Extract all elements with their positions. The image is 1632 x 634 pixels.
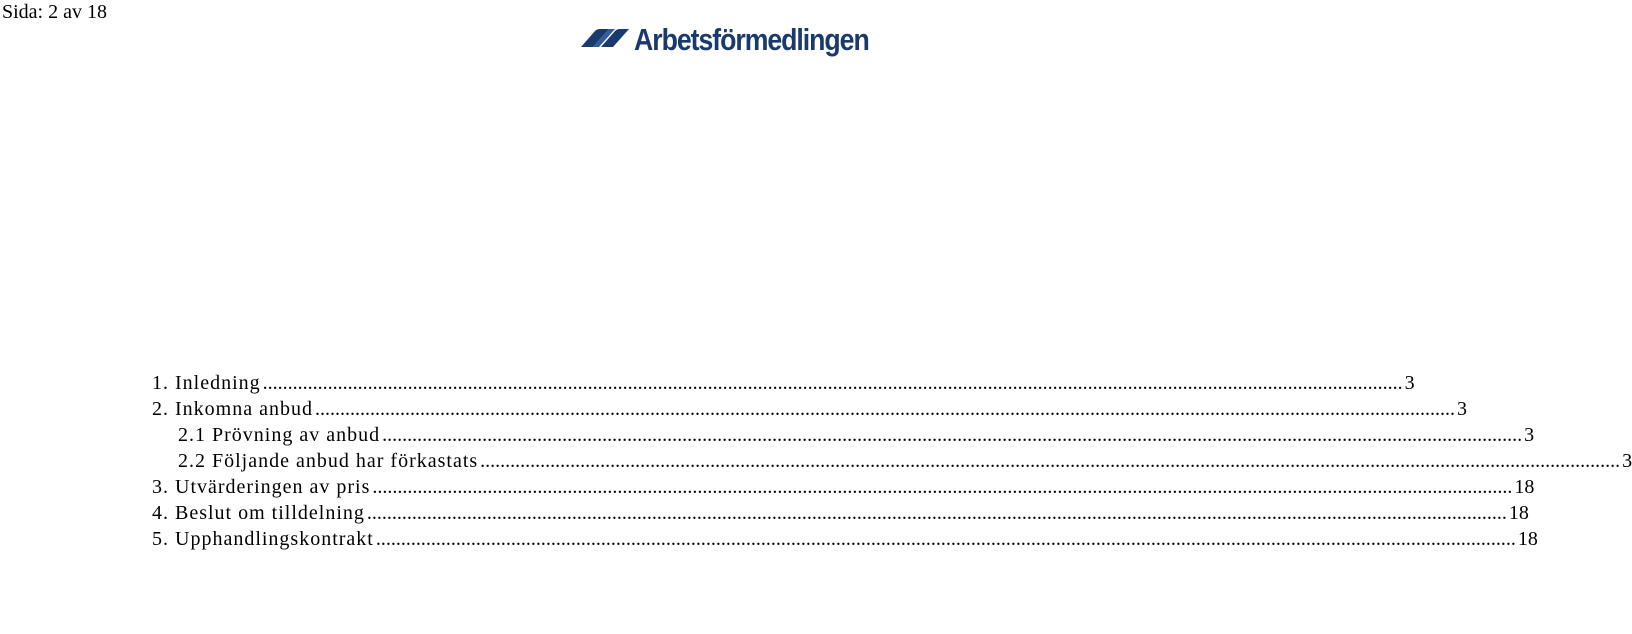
page-counter: Sida: 2 av 18 <box>2 1 107 23</box>
toc-entry[interactable] <box>152 474 1535 500</box>
toc-entry-page: 3 <box>1622 450 1632 472</box>
arbetsformedlingen-logo-icon <box>579 25 631 55</box>
toc-entry[interactable] <box>152 526 1538 552</box>
toc-entry[interactable] <box>152 370 1415 396</box>
toc-leader-dots <box>382 422 1522 448</box>
toc-leader-dots <box>263 370 1403 396</box>
toc-entry-label: 4. Beslut om tilldelning <box>152 502 365 524</box>
toc-entry-label: 2.2 Följande anbud har förkastats <box>178 450 479 472</box>
toc-leader-dots <box>376 526 1516 552</box>
logo-text: Arbetsförmedlingen <box>634 22 869 57</box>
toc-entry[interactable] <box>152 500 1529 526</box>
toc-leader-dots <box>372 474 1512 500</box>
toc-entry-label: 3. Utvärderingen av pris <box>152 476 371 498</box>
toc-leader-dots <box>315 396 1455 422</box>
toc-leader-dots <box>480 448 1620 474</box>
toc-entry-label: 2. Inkomna anbud <box>152 398 313 420</box>
toc-entry-page: 18 <box>1517 528 1538 550</box>
toc-entry[interactable] <box>178 448 1632 474</box>
toc-entry[interactable] <box>178 422 1535 448</box>
toc-entry-page: 3 <box>1524 424 1535 446</box>
toc-entry-label: 1. Inledning <box>152 372 261 394</box>
logo <box>579 18 907 62</box>
toc-entry-page: 3 <box>1456 398 1467 420</box>
toc-entry-label: 2.1 Prövning av anbud <box>178 424 381 446</box>
toc-entry-page: 18 <box>1508 502 1529 524</box>
toc-entry-label: 5. Upphandlingskontrakt <box>152 528 374 550</box>
toc-leader-dots <box>367 500 1507 526</box>
toc-entry-page: 3 <box>1404 372 1415 394</box>
toc-entry[interactable] <box>152 396 1467 422</box>
toc-entry-page: 18 <box>1514 476 1535 498</box>
